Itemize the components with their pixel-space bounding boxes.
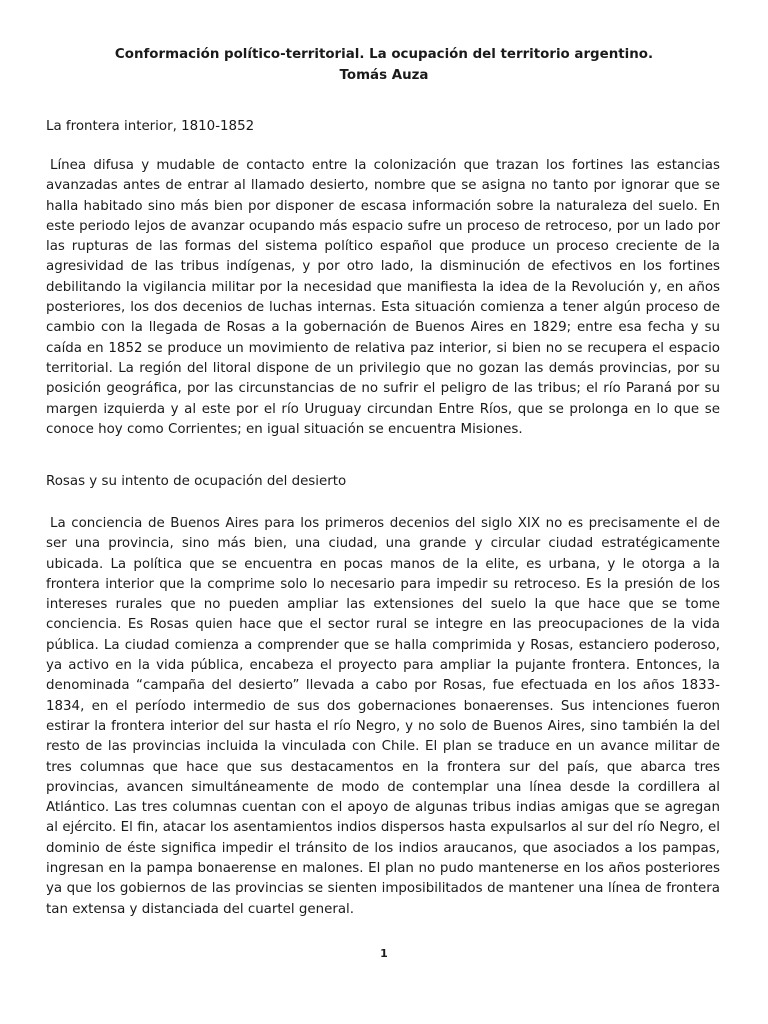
document-author: Tomás Auza (339, 68, 429, 83)
section-heading-rosas: Rosas y su intento de ocupación del desierto (46, 474, 347, 489)
document-title: Conformación político-territorial. La ocupación del territorio argentino. (114, 47, 654, 62)
section-paragraph-frontera-interior: Línea difusa y mudable de contacto entre la colonización que trazan los fortines las estancias avanzadas antes de entrar al llamado desierto, nombre que se asigna no tanto por ignorar que se halla habitado sino más bien por disponer de escasa información sobre la naturaleza del suelo. En este periodo lejos de avanzar ocupando más espacio sufre un proceso de retroceso, por un lado por las rupturas de las formas del sistema político español que produce un proceso creciente de la agresividad de las tribus indígenas, y por otro lado, la disminución de efectivos en los fortines debilitando la vigilancia militar por la necesidad que manifiesta la idea de la Revolución y, en años posteriores, los dos decenios de luchas internas. Esta situación comienza a tener algún proceso de cambio con la llegada de Rosas a la gobernación de Buenos Aires en 1829; entre esa fecha y su caída en 1852 se produce un movimiento de relativa paz interior, si bien no se recupera el espacio territorial. La región del litoral dispone de un privilegio que no gozan las demás provincias, por su posición geográfica, por las circunstancias de no sufrir el peligro de las tribus; el río Paraná por su margen izquierda y al este por el río Uruguay circundan Entre Ríos, que se prolonga en lo que se conoce hoy como Corrientes; en igual situación se encuentra Misiones. (46, 158, 720, 437)
page-number: 1 (380, 947, 388, 960)
document-header (40, 44, 728, 86)
section-paragraph-rosas: La conciencia de Buenos Aires para los primeros decenios del siglo XIX no es precisamente el de ser una provincia, sino más bien, una ciudad, una grande y circular ciudad estratégicamente ubicada. La política que se encuentra en pocas manos de la elite, es urbana, y le otorga a la frontera interior que la comprime solo lo necesario para impedir su retroceso. Es la presión de los intereses rurales que no pueden ampliar las extensiones del suelo la que hace que se tome conciencia. Es Rosas quien hace que el sector rural se integre en las preocupaciones de la vida pública. La ciudad comienza a comprender que se halla comprimida y Rosas, estanciero poderoso, ya activo en la vida pública, encabeza el proyecto para ampliar la pujante frontera. Entonces, la denominada “campaña del desierto” llevada a cabo por Rosas, fue efectuada en los años 1833-1834, en el período intermedio de sus dos gobernaciones bonaerenses. Sus intenciones fueron estirar la frontera interior del sur hasta el río Negro, y no solo de Buenos Aires, sino también la del resto de las provincias incluida la vinculada con Chile. El plan se traduce en un avance militar de tres columnas que hace que sus destacamentos en la frontera sur del país, que abarca tres provincias, avancen simultáneamente de modo de contemplar una línea desde la cordillera al Atlántico. Las tres columnas cuentan con el apoyo de algunas tribus indias amigas que se agregan al ejército. El fin, atacar los asentamientos indios dispersos hasta expulsarlos al sur del río Negro, el dominio de éste significa impedir el tránsito de los indios araucanos, que asociados a los pampas, ingresan en la pampa bonaerense en malones. El plan no pudo mantenerse en los años posteriores ya que los gobiernos de las provincias se sienten imposibilitados de mantener una línea de frontera tan extensa y distanciada del cuartel general. (46, 516, 720, 917)
section-heading-frontera-interior: La frontera interior, 1810-1852 (46, 119, 255, 134)
